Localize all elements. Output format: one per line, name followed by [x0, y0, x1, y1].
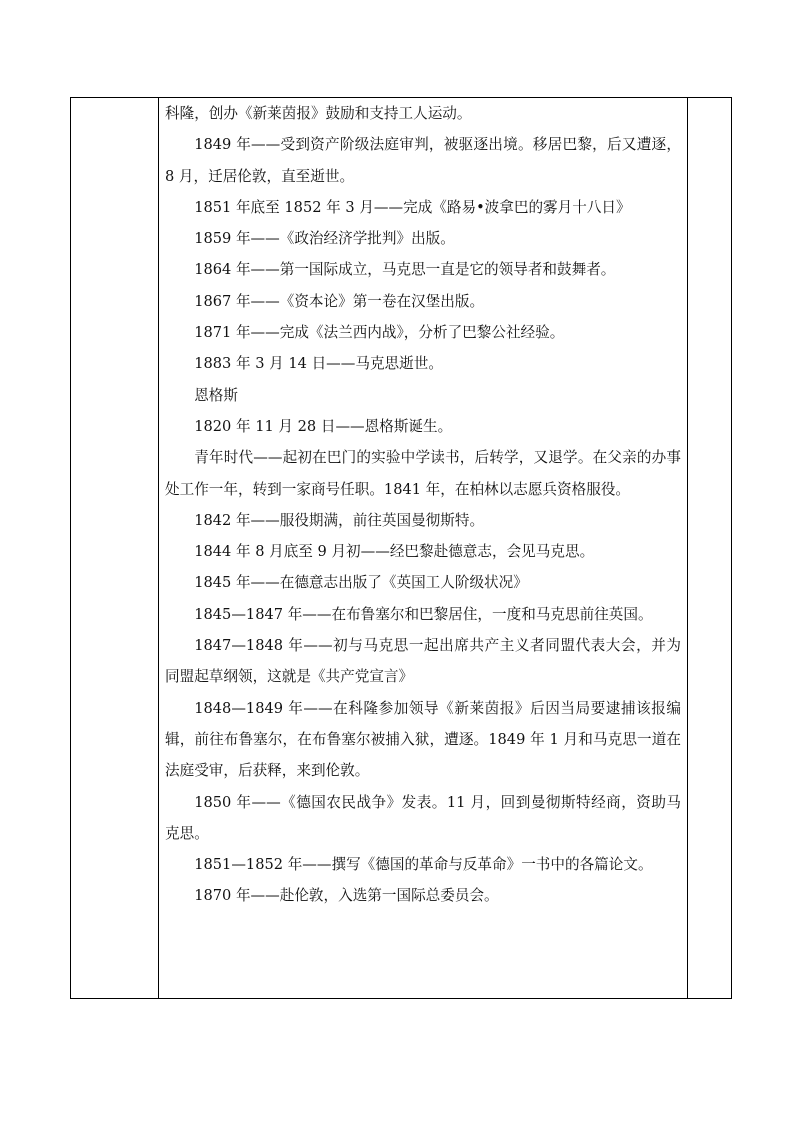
- paragraph: 1864 年——第一国际成立，马克思一直是它的领导者和鼓舞者。: [194, 261, 616, 279]
- paragraph: 1845—1847 年——在布鲁塞尔和巴黎居住，一度和马克思前往英国。: [194, 605, 653, 623]
- table-row: [71, 98, 732, 999]
- paragraph: 1859 年——《政治经济学批判》出版。: [194, 230, 455, 248]
- paragraph: 1851—1852 年——撰写《德国的革命与反革命》一书中的各篇论文。: [194, 856, 653, 874]
- paragraph: 1847—1848 年——初与马克思一起出席共产主义者同盟代表大会，并为同盟起草纲领，这就是《共产党宣言》: [165, 637, 681, 686]
- paragraph: 1848—1849 年——在科隆参加领导《新莱茵报》后因当局要逮捕该报编辑，前往布鲁塞尔，在布鲁塞尔被捕入狱，遭逐。1849 年 1 月和马克思一道在法庭受审，后获释，来到伦敦。: [165, 699, 681, 780]
- paragraph: 1844 年 8 月底至 9 月初——经巴黎赴德意志，会见马克思。: [194, 543, 595, 561]
- paragraph: 1845 年——在德意志出版了《英国工人阶级状况》: [194, 574, 528, 592]
- paragraph: 科隆，创办《新莱茵报》鼓励和支持工人运动。: [165, 105, 472, 122]
- left-column-cell: [71, 98, 159, 999]
- chronology-text: [159, 98, 687, 912]
- paragraph: 1871 年——完成《法兰西内战》，分析了巴黎公社经验。: [194, 324, 565, 342]
- paragraph: 1849 年——受到资产阶级法庭审判，被驱逐出境。移居巴黎，后又遭逐，8 月，迁居伦敦，直至逝世。: [165, 136, 681, 185]
- right-column-cell: [688, 98, 732, 999]
- paragraph: 1850 年——《德国农民战争》发表。11 月，回到曼彻斯特经商，资助马克思。: [165, 793, 681, 842]
- paragraph: 1842 年——服役期满，前往英国曼彻斯特。: [194, 511, 485, 529]
- paragraph: 1820 年 11 月 28 日——恩格斯诞生。: [194, 417, 453, 435]
- paragraph: 青年时代——起初在巴门的实验中学读书，后转学，又退学。在父亲的办事处工作一年，转到一家商号任职。1841 年，在柏林以志愿兵资格服役。: [165, 449, 681, 498]
- paragraph: 1867 年——《资本论》第一卷在汉堡出版。: [194, 292, 485, 310]
- paragraph: 1883 年 3 月 14 日——马克思逝世。: [194, 355, 443, 373]
- main-column-cell: [159, 98, 688, 999]
- paragraph: 1870 年——赴伦敦，入选第一国际总委员会。: [194, 887, 499, 905]
- section-heading: 恩格斯: [194, 386, 238, 404]
- content-table: [70, 97, 732, 999]
- paragraph: 1851 年底至 1852 年 3 月——完成《路易•波拿巴的雾月十八日》: [194, 198, 631, 216]
